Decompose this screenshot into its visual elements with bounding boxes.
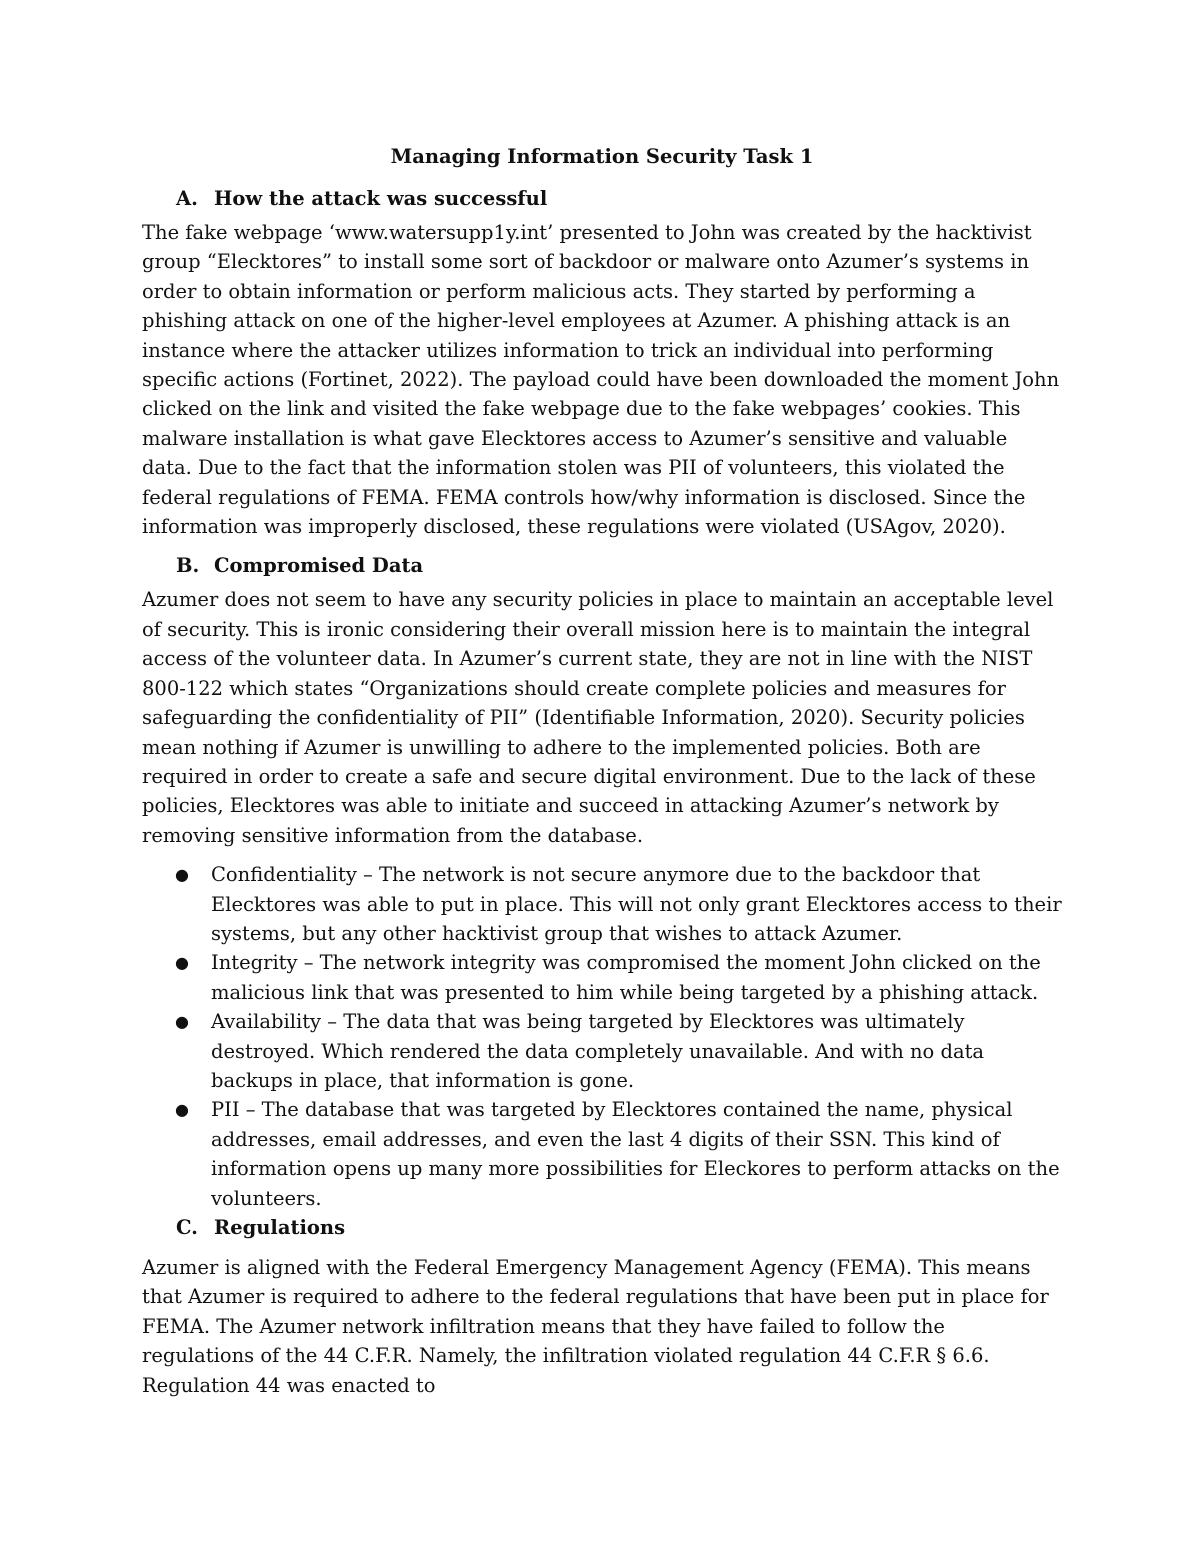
list-item (142, 860, 1062, 948)
bullet-icon: ● (175, 865, 189, 885)
bullet-text-confidentiality: Confidentiality – The network is not secure anymore due to the backdoor that Elecktores was able to put in place. This will not only grant Elecktores access to their systems, but any other hacktivist group that wishes to attack Azumer. (211, 863, 1062, 945)
document-page (142, 142, 1062, 1410)
bullet-text-availability: Availability – The data that was being targeted by Elecktores was ultimately destroyed. Which rendered the data completely unavailable. And with no data backups in place, that information is gone. (211, 1010, 985, 1092)
section-a-heading (142, 184, 1062, 218)
section-b-bullet-list (142, 860, 1062, 1213)
section-b-heading (142, 551, 1062, 585)
bullet-icon: ● (175, 953, 189, 973)
bullet-text-pii: PII – The database that was targeted by Elecktores contained the name, physical addresses, email addresses, and even the last 4 digits of their SSN. This kind of information opens up many more possibilities for Eleckores to perform attacks on the volunteers. (211, 1098, 1060, 1210)
section-c-letter: C. (176, 1216, 198, 1239)
section-c-heading (142, 1213, 1062, 1247)
section-b-paragraph: Azumer does not seem to have any security policies in place to maintain an acceptable level of security. This is ironic considering their overall mission here is to maintain the integral access of the volunteer data. In Azumer’s current state, they are not in line with the NIST 800-122 which states “Organizations should create complete policies and measures for safeguarding the confidentiality of PII” (Identifiable Information, 2020). Security policies mean nothing if Azumer is unwilling to adhere to the implemented policies. Both are required in order to create a safe and secure digital environment. Due to the lack of these policies, Elecktores was able to initiate and succeed in attacking Azumer’s network by removing sensitive information from the database. (142, 588, 1054, 847)
bullet-icon: ● (175, 1100, 189, 1120)
section-a-letter: A. (176, 187, 198, 210)
section-c-title: Regulations (214, 1216, 346, 1239)
section-a-paragraph: The fake webpage ‘www.watersupp1y.int’ presented to John was created by the hacktivist group “Elecktores” to install some sort of backdoor or malware onto Azumer’s systems in order to obtain information or perform malicious acts. They started by performing a phishing attack on one of the higher-level employees at Azumer. A phishing attack is an instance where the attacker utilizes information to trick an individual into performing specific actions (Fortinet, 2022). The payload could have been downloaded the moment John clicked on the link and visited the fake webpage due to the fake webpages’ cookies. This malware installation is what gave Elecktores access to Azumer’s sensitive and valuable data. Due to the fact that the information stolen was PII of volunteers, this violated the federal regulations of FEMA. FEMA controls how/why information is disclosed. Since the information was improperly disclosed, these regulations were violated (USAgov, 2020). (142, 221, 1060, 539)
document-title: Managing Information Security Task 1 (390, 145, 814, 168)
list-item (142, 1007, 1062, 1095)
section-b-letter: B. (176, 554, 200, 578)
bullet-icon: ● (175, 1012, 189, 1032)
list-item (142, 948, 1062, 1007)
list-item (142, 1095, 1062, 1213)
section-b-title: Compromised Data (214, 554, 424, 578)
section-a-title: How the attack was successful (214, 187, 548, 210)
bullet-text-integrity: Integrity – The network integrity was compromised the moment John clicked on the malicious link that was presented to him while being targeted by a phishing attack. (211, 951, 1041, 1004)
section-c-paragraph: Azumer is aligned with the Federal Emergency Management Agency (FEMA). This means that Azumer is required to adhere to the federal regulations that have been put in place for FEMA. The Azumer network infiltration means that they have failed to follow the regulations of the 44 C.F.R. Namely, the infiltration violated regulation 44 C.F.R § 6.6. Regulation 44 was enacted to (142, 1256, 1049, 1397)
